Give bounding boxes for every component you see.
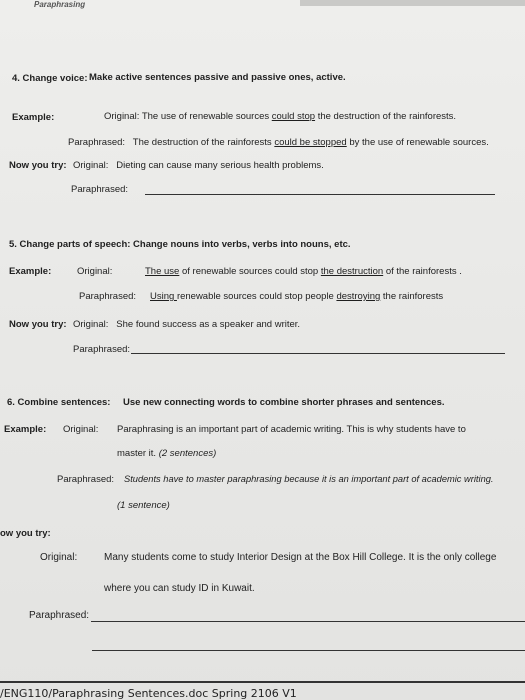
original-text-pre: The use of renewable sources — [141, 111, 272, 122]
paraphrased-underlined: could be stopped — [274, 137, 347, 148]
paraphrased-text-post: the rainforests — [380, 291, 444, 302]
section6-heading-number: 6. Combine sentences: — [7, 397, 111, 408]
section5-try-original — [73, 319, 300, 330]
original-sentence-count: (2 sentences) — [158, 448, 217, 459]
original-label: Original: — [104, 111, 140, 122]
original-line2-text: master it. — [117, 448, 159, 459]
section5-try-paraphrased-label: Paraphrased: — [73, 344, 131, 355]
footer-filename: /ENG110/Paraphrasing Sentences.doc Spring 2106 V1 — [0, 687, 297, 700]
section5-answer-line[interactable] — [131, 353, 505, 354]
section5-paraphrased — [150, 291, 443, 302]
section6-heading-desc: Use new connecting words to combine shorter phrases and sentences. — [123, 397, 445, 408]
section5-example-label: Example: — [9, 266, 52, 277]
section6-original-line2 — [117, 448, 216, 459]
original-underlined: could stop — [271, 111, 316, 122]
section4-try-label: Now you try: — [9, 160, 67, 171]
section6-try-paraphrased-label: Paraphrased: — [29, 610, 90, 621]
section6-try-label: ow you try: — [0, 528, 51, 539]
section4-try-paraphrased-label: Paraphrased: — [71, 184, 129, 195]
section5-original — [145, 266, 462, 277]
section6-try-original-line1: Many students come to study Interior Design at the Box Hill College. It is the only college — [104, 552, 497, 563]
paraphrased-underlined-2: destroying — [336, 291, 381, 302]
section5-heading: 5. Change parts of speech: Change nouns into verbs, verbs into nouns, etc. — [9, 239, 351, 250]
paraphrased-text-pre: The destruction of the rainforests — [132, 137, 275, 148]
try-original-label: Original: — [73, 319, 109, 330]
footer-divider — [0, 681, 525, 683]
paraphrased-underlined-1: Using — [150, 291, 177, 302]
section4-answer-line[interactable] — [145, 194, 495, 195]
section6-paraphrased-label: Paraphrased: — [57, 474, 115, 485]
original-text-mid: of renewable sources could stop — [179, 266, 321, 277]
section6-example-label: Example: — [4, 424, 47, 435]
paraphrased-text-mid: renewable sources could stop people — [176, 291, 337, 302]
original-text-post: of the rainforests . — [383, 266, 462, 277]
top-edge-shadow — [300, 0, 525, 6]
section6-answer-line-1[interactable] — [91, 621, 525, 622]
section4-original — [104, 111, 456, 122]
section6-answer-line-2[interactable] — [92, 650, 525, 651]
section5-paraphrased-label: Paraphrased: — [79, 291, 137, 302]
section6-original-label: Original: — [63, 424, 99, 435]
section4-heading-desc: Make active sentences passive and passive ones, active. — [89, 72, 346, 83]
section5-original-label: Original: — [77, 266, 113, 277]
original-text-post: the destruction of the rainforests. — [315, 111, 457, 122]
section5-try-label: Now you try: — [9, 319, 67, 330]
section4-try-original — [73, 160, 324, 171]
section6-paraphrased-sentence-count: (1 sentence) — [117, 500, 170, 511]
try-original-text: Dieting can cause many serious health problems. — [116, 160, 324, 171]
section4-example-label: Example: — [12, 112, 55, 123]
original-underlined-1: The use — [145, 266, 180, 277]
section6-paraphrased-text: Students have to master paraphrasing because it is an important part of academic writing. — [124, 474, 494, 484]
section6-try-original-line2: where you can study ID in Kuwait. — [104, 583, 255, 594]
header-title: Paraphrasing — [34, 0, 86, 9]
section6-try-original-label: Original: — [40, 552, 78, 563]
try-original-label: Original: — [73, 160, 109, 171]
paraphrased-label: Paraphrased: — [68, 137, 126, 148]
section6-original-line1: Paraphrasing is an important part of academic writing. This is why students have to — [117, 424, 466, 435]
section4-heading-number: 4. Change voice: — [12, 73, 88, 84]
try-original-text: She found success as a speaker and writer. — [116, 319, 301, 330]
original-underlined-2: the destruction — [320, 266, 384, 277]
paraphrased-text-post: by the use of renewable sources. — [346, 137, 489, 148]
section4-paraphrased — [68, 137, 489, 148]
